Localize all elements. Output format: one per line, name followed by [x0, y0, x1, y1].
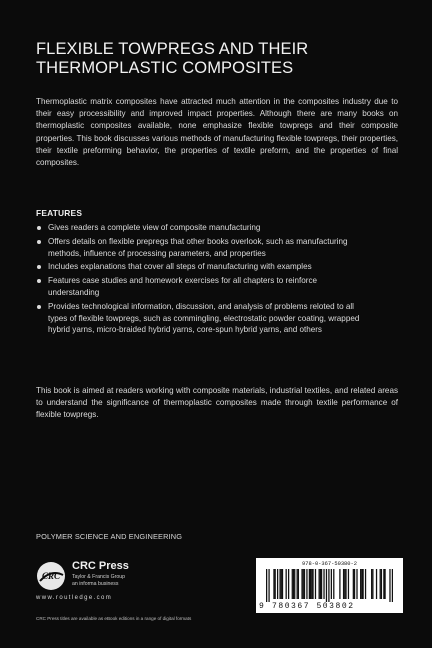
publisher-name: CRC Press	[72, 560, 129, 572]
barcode-bar	[381, 569, 382, 599]
barcode-bar	[281, 569, 282, 599]
barcode-bar	[343, 569, 344, 599]
publisher-url: www.routledge.com	[36, 595, 113, 601]
barcode-bar	[345, 569, 346, 599]
feature-item: Offers details on flexible prepregs that other books overlook, such as manufacturing methods, influence of processing parameters, and properties	[36, 236, 366, 260]
barcode-bar	[392, 569, 393, 602]
barcode-bar	[312, 569, 313, 599]
barcode-bar	[286, 569, 287, 599]
book-title-line-1: FLEXIBLE TOWPREGS AND THEIR	[36, 40, 309, 58]
barcode-bar	[360, 569, 361, 599]
barcode-bar	[303, 569, 304, 599]
feature-item: Features case studies and homework exercises for all chapters to reinforce understanding	[36, 275, 366, 299]
barcode-bar	[282, 569, 283, 599]
book-description: Thermoplastic matrix composites have attracted much attention in the composites industry due to their easy processibility and improved impact properties. Although there are many books on thermoplastic composites available, none emphasize flexible towpregs and their composite properties. This book discusses various methods of manufacturing flexible towpregs, their properties, their textile preforming behavior, the properties of textile preform, and the properties of final composites.	[36, 97, 398, 168]
publisher-parent: an informa business	[72, 581, 119, 587]
barcode-bar	[344, 569, 345, 599]
barcode-bar	[310, 569, 311, 599]
barcode-bar	[298, 569, 299, 599]
ean-remaining-digits: 780367 503802	[272, 602, 355, 611]
barcode-bar	[362, 569, 363, 599]
barcode-bar	[331, 569, 332, 599]
feature-item: Provides technological information, discussion, and analysis of problems reloted to all types of flexible towpregs, such as commingling, electrostatic powder coating, wrapped hybrid yarns, micro-braided hybrid yarns, core-spun hybrid yarns, and others	[36, 301, 366, 336]
barcode-bar	[309, 569, 310, 599]
barcode-bar	[376, 569, 377, 599]
barcode-bar	[333, 569, 334, 599]
barcode-bar	[389, 569, 390, 602]
barcode-bar	[288, 569, 289, 599]
barcode-bar	[320, 569, 321, 599]
barcode-bar	[292, 569, 293, 599]
barcode-bar	[297, 569, 298, 599]
isbn-number: 978-0-367-50380-2	[302, 561, 357, 567]
barcode-bar	[268, 569, 269, 602]
barcode-bar	[339, 569, 340, 599]
barcode-bar	[321, 569, 322, 599]
barcode-bars	[266, 569, 393, 602]
audience-statement: This book is aimed at readers working with composite materials, industrial textiles, and related areas to understand the significance of thermoplastic composites made through textile performance of flexible towpregs.	[36, 386, 398, 420]
crc-logo-lettering: CRC	[41, 571, 61, 581]
barcode-bar	[356, 569, 357, 599]
book-title	[36, 40, 406, 78]
barcode-bar	[306, 569, 307, 599]
barcode-bar	[315, 569, 316, 599]
barcode-bar	[273, 569, 274, 599]
features-list	[36, 222, 366, 338]
publisher-subtitle	[72, 574, 125, 588]
barcode-bar	[301, 569, 302, 599]
barcode-bar	[365, 569, 366, 599]
feature-item: Gives readers a complete view of composite manufacturing	[36, 222, 366, 234]
barcode-bar	[279, 569, 280, 599]
barcode-bar	[326, 569, 327, 602]
barcode-bar	[354, 569, 355, 599]
barcode-bar	[323, 569, 324, 599]
barcode-bar	[277, 569, 278, 599]
barcode-bar	[294, 569, 295, 599]
book-title-line-2: THERMOPLASTIC COMPOSITES	[36, 59, 294, 77]
publisher-block	[36, 558, 236, 608]
features-heading: FEATURES	[36, 208, 83, 218]
barcode-bar	[384, 569, 385, 599]
barcode-bar	[311, 569, 312, 599]
barcode-bar	[319, 569, 320, 599]
ean-first-digit: 9	[259, 602, 265, 611]
barcode-bar	[348, 569, 349, 599]
barcode-bar	[266, 569, 267, 602]
barcode-bar	[304, 569, 305, 599]
feature-item: Includes explanations that cover all steps of manufacturing with examples	[36, 261, 366, 273]
barcode-bar	[383, 569, 384, 599]
isbn-barcode	[256, 558, 403, 613]
series-name: POLYMER SCIENCE AND ENGINEERING	[36, 532, 183, 541]
publisher-group: Taylor & Francis Group	[72, 574, 126, 580]
barcode-bar	[372, 569, 373, 599]
barcode-bar	[361, 569, 362, 599]
barcode-bar	[380, 569, 381, 599]
barcode-bar	[371, 569, 372, 599]
ebook-footnote: CRC Press titles are available as eBook editions in a range of digital formats	[36, 616, 192, 621]
barcode-bar	[275, 569, 276, 599]
barcode-bar	[328, 569, 329, 602]
barcode-bar	[353, 569, 354, 599]
barcode-bar	[293, 569, 294, 599]
crc-press-logo	[36, 561, 66, 591]
